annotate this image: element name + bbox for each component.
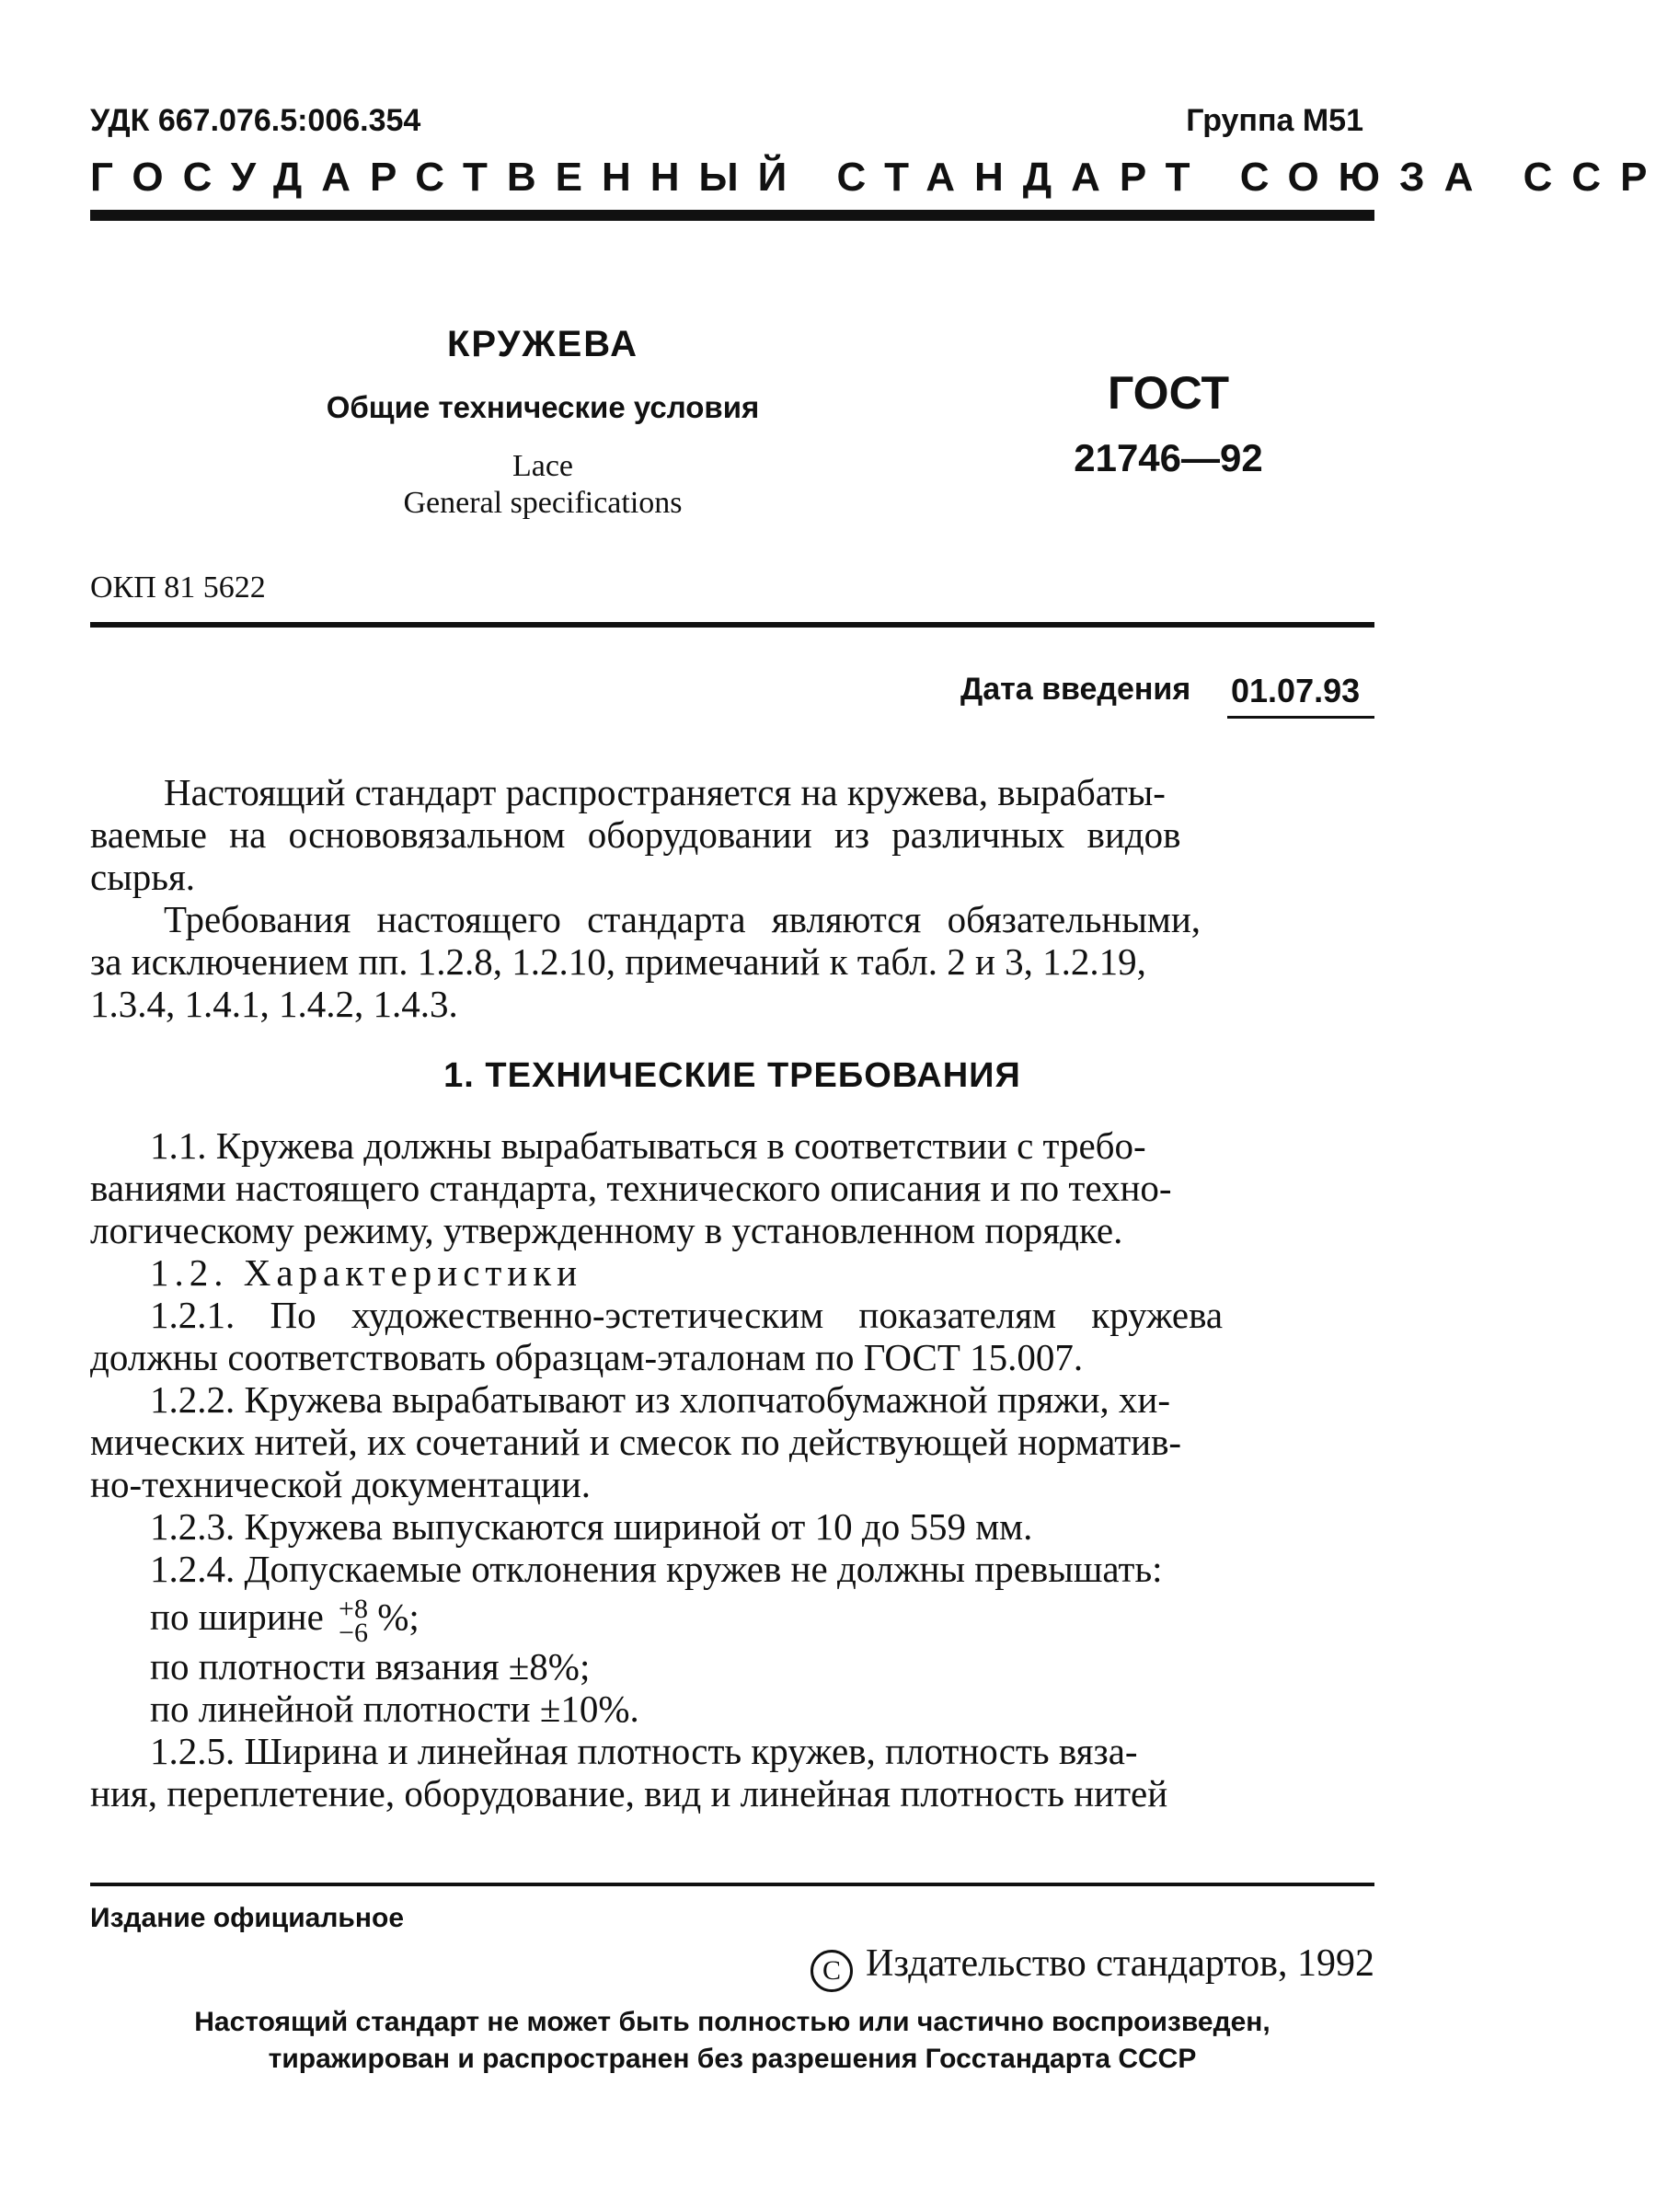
introduction-date: 01.07.93	[1231, 672, 1361, 709]
clause-1-1-cont: логическому режиму, утвержденному в установленном порядке.	[90, 1209, 1123, 1251]
copyright-icon: C	[811, 1950, 853, 1992]
english-subtitle: General specifications	[403, 486, 683, 520]
clause-1-2-2: 1.2.2. Кружева вырабатывают из хлопчатобумажной пряжи, хи-	[150, 1378, 1171, 1421]
document-title: КРУЖЕВА	[446, 324, 639, 364]
clause-1-2-3: 1.2.3. Кружева выпускаются шириной от 10 до 559 мм.	[150, 1505, 1033, 1548]
section-title: 1. ТЕХНИЧЕСКИЕ ТРЕБОВАНИЯ	[443, 1056, 1021, 1095]
clause-1-2-1: 1.2.1. По художественно-эстетическим показателям кружева	[150, 1294, 1224, 1336]
gost-number: 21746—92	[1074, 436, 1263, 479]
okp-code: ОКП 81 5622	[90, 570, 266, 605]
knit-density-tolerance: по плотности вязания ±8%;	[150, 1645, 591, 1688]
preamble-paragraph-1-cont	[90, 813, 1374, 898]
group-code: Группа М51	[1186, 103, 1363, 138]
clause-1-2-2-cont: мических нитей, их сочетаний и смесок по действующей норматив-	[90, 1421, 1182, 1463]
width-minus: −6	[339, 1617, 368, 1648]
text-line: сырья.	[90, 856, 196, 898]
date-underline	[1227, 716, 1374, 719]
clause-1-2-5: 1.2.5. Ширина и линейная плотность кружев, плотность вяза-	[150, 1730, 1138, 1772]
preamble-paragraph-2	[90, 898, 1374, 940]
reproduction-notice	[90, 2004, 1374, 2078]
edition-note: Издание официальное	[90, 1903, 405, 1933]
preamble-paragraph-2-cont	[90, 940, 1374, 1025]
document-subtitle: Общие технические условия	[326, 390, 760, 424]
width-tolerance	[90, 1593, 1434, 1648]
text-line: Требования настоящего стандарта являются обязательными,	[164, 898, 1201, 940]
clause-1-2-5-cont: ния, переплетение, оборудование, вид и линейная плотность нитей	[90, 1772, 1168, 1815]
linear-density-tolerance: по линейной плотности ±10%.	[150, 1688, 639, 1730]
introduction-date-label: Дата введения	[960, 672, 1191, 707]
publisher-copyright	[811, 1941, 1374, 1992]
top-rule	[90, 210, 1374, 221]
width-tolerance-label: по ширине	[150, 1596, 324, 1638]
text-line: 1.3.4, 1.4.1, 1.4.2, 1.4.3.	[90, 983, 458, 1025]
notice-line: тиражирован и распространен без разрешения Госстандарта СССР	[268, 2044, 1197, 2074]
state-standard-heading: ГОСУДАРСТВЕННЫЙ СТАНДАРТ СОЮЗА ССР	[90, 155, 1667, 200]
clause-1-2-1-cont: должны соответствовать образцам-эталонам по ГОСТ 15.007.	[90, 1336, 1084, 1378]
clause-1-1-cont: ваниями настоящего стандарта, технического описания и по техно-	[90, 1167, 1172, 1209]
width-unit: %;	[377, 1596, 420, 1638]
clause-1-2: 1.2. Характеристики	[150, 1251, 583, 1294]
udk-code: УДК 667.076.5:006.354	[90, 103, 421, 138]
text-line: ваемые на основовязальном оборудовании из различных видов	[90, 813, 1181, 856]
text-line: Настоящий стандарт распространяется на кружева, вырабаты-	[164, 771, 1166, 813]
width-tolerance-values	[339, 1593, 368, 1648]
middle-rule	[90, 622, 1374, 628]
clause-1-2-2-cont: но-технической документации.	[90, 1463, 592, 1505]
publisher-name: Издательство стандартов, 1992	[866, 1942, 1374, 1985]
clause-1-1: 1.1. Кружева должны вырабатываться в соответствии с требо-	[150, 1124, 1146, 1167]
gost-label: ГОСТ	[1108, 367, 1229, 419]
preamble-paragraph-1	[90, 771, 1374, 813]
english-title: Lace	[512, 449, 574, 483]
footer-rule	[90, 1883, 1374, 1886]
text-line: за исключением пп. 1.2.8, 1.2.10, примечаний к табл. 2 и 3, 1.2.19,	[90, 940, 1146, 983]
clause-1-2-4: 1.2.4. Допускаемые отклонения кружев не должны превышать:	[150, 1548, 1163, 1590]
width-plus: +8	[339, 1593, 368, 1624]
notice-line: Настоящий стандарт не может быть полностью или частично воспроизведен,	[194, 2007, 1270, 2037]
